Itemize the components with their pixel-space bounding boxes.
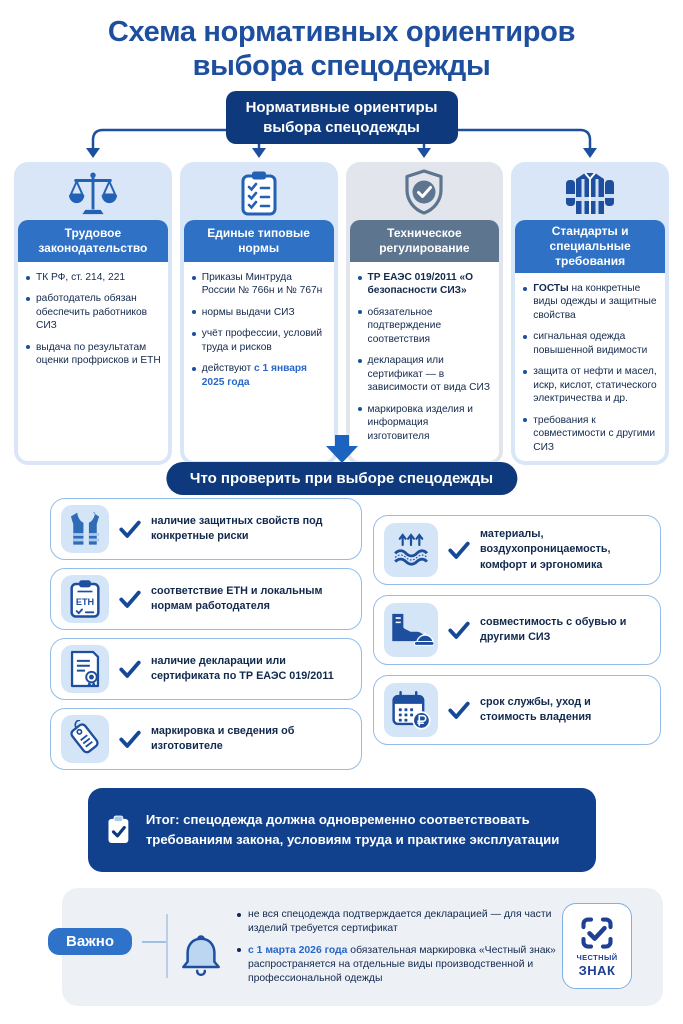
bullet: обязательное подтверждение соответствия bbox=[358, 306, 493, 346]
summary-text: Итог: спецодежда должна одновременно соответствовать требованиям закона, условиям труда и практике эксплуатации bbox=[145, 812, 560, 847]
checklist-item-label: маркировка и сведения об изготовителе bbox=[151, 724, 295, 752]
bullet: Приказы Минтруда России № 766н и № 767н bbox=[192, 271, 327, 298]
etn-clipboard-icon bbox=[61, 575, 109, 623]
column-unified-norms-body bbox=[184, 262, 334, 461]
checklist-item-label: соответствие ЕТН и локальным нормам работодателя bbox=[151, 584, 323, 612]
badge-connector-line bbox=[142, 941, 166, 943]
bullet: нормы выдачи СИЗ bbox=[192, 306, 327, 319]
important-panel bbox=[62, 888, 663, 1006]
checklist-item-compatibility bbox=[373, 595, 661, 665]
check-icon bbox=[119, 590, 141, 609]
calendar-ruble-icon bbox=[384, 683, 438, 737]
important-badge: Важно bbox=[48, 928, 132, 955]
checklist-item-lifetime bbox=[373, 675, 661, 745]
checklist-item-etn bbox=[50, 568, 362, 630]
divider-line bbox=[166, 914, 168, 978]
important-bullet: не вся спецодежда подтверждается декларацией — для части изделий требуется сертификат bbox=[237, 908, 559, 937]
column-standards-body bbox=[515, 273, 665, 461]
checklist-icon bbox=[184, 166, 334, 220]
vest-icon bbox=[61, 505, 109, 553]
column-labor-law bbox=[14, 162, 172, 465]
checklist-right-column bbox=[373, 515, 661, 770]
scales-icon bbox=[18, 166, 168, 220]
column-tech-regulation-body bbox=[350, 262, 500, 461]
bullet: работодатель обязан обеспечить работников СИЗ bbox=[26, 292, 161, 332]
column-unified-norms-title: Единые типовые нормы bbox=[184, 220, 334, 262]
bullet: декларация или сертификат — в зависимости от вида СИЗ bbox=[358, 354, 493, 394]
fabric-breathability-icon bbox=[384, 523, 438, 577]
important-bullet: с 1 марта 2026 года обязательная маркировка «Честный знак» распространяется на отдельные виды производственной и профессиональной одежды bbox=[237, 944, 559, 987]
checklist-item-protective bbox=[50, 498, 362, 560]
source-columns bbox=[14, 162, 669, 453]
svg-text:ЕТН: ЕТН bbox=[75, 596, 95, 607]
check-icon bbox=[119, 520, 141, 539]
column-labor-law-body bbox=[18, 262, 168, 461]
summary-banner bbox=[88, 788, 596, 872]
bullet: защита от нефти и масел, искр, кислот, статического электричества и др. bbox=[523, 365, 658, 405]
checklist-section bbox=[50, 498, 661, 770]
root-node bbox=[226, 91, 458, 144]
checklist-item-label: наличие защитных свойств под конкретные риски bbox=[151, 514, 323, 542]
bullet: действуют с 1 января 2025 года bbox=[192, 362, 327, 389]
bullet: ТР ЕАЭС 019/2011 «О безопасности СИЗ» bbox=[358, 271, 493, 298]
bell-icon bbox=[178, 934, 224, 978]
bullet: сигнальная одежда повышенной видимости bbox=[523, 330, 658, 357]
checklist-item-certificate bbox=[50, 638, 362, 700]
checklist-item-label: совместимость с обувью и другими СИЗ bbox=[480, 615, 627, 643]
column-tech-regulation-title: Техническое регулирование bbox=[350, 220, 500, 262]
bullet: требования к совместимости с другими СИЗ bbox=[523, 414, 658, 454]
bullet: учёт профессии, условий труда и рисков bbox=[192, 327, 327, 354]
page-title-line1: Схема нормативных ориентиров bbox=[107, 16, 576, 48]
checklist-item-label: наличие декларации или сертификата по ТР ЕАЭС 019/2011 bbox=[151, 654, 334, 682]
logo-text-line1: ЧЕСТНЫЙ bbox=[576, 952, 618, 962]
page-title-line2: выбора спецодежды bbox=[192, 49, 491, 82]
qr-check-icon bbox=[579, 915, 615, 951]
shield-check-icon bbox=[350, 166, 500, 220]
important-bullets bbox=[237, 908, 559, 987]
column-labor-law-title: Трудовое законодательство bbox=[18, 220, 168, 262]
boot-helmet-icon bbox=[384, 603, 438, 657]
bullet: ТК РФ, ст. 214, 221 bbox=[26, 271, 161, 284]
checkpoint-title: Что проверить при выборе спецодежды bbox=[166, 462, 517, 495]
check-icon bbox=[448, 621, 470, 640]
checklist-left-column bbox=[50, 498, 362, 770]
check-icon bbox=[119, 660, 141, 679]
clipboard-check-icon bbox=[106, 803, 131, 857]
checklist-item-label: материалы, воздухопроницаемость, комфорт и эргономика bbox=[480, 528, 611, 571]
bullet: выдача по результатам оценки профрисков и ЕТН bbox=[26, 341, 161, 368]
down-arrow-icon bbox=[322, 435, 362, 463]
checklist-item-marking bbox=[50, 708, 362, 770]
tag-icon bbox=[61, 715, 109, 763]
chestny-znak-logo bbox=[562, 903, 632, 989]
root-node-line2: выбора спецодежды bbox=[263, 118, 420, 136]
column-tech-regulation bbox=[346, 162, 504, 465]
check-icon bbox=[119, 730, 141, 749]
logo-text-line2: ЗНАК bbox=[578, 963, 616, 979]
page-title bbox=[0, 16, 683, 83]
bullet: маркировка изделия и информация изготовителя bbox=[358, 403, 493, 443]
check-icon bbox=[448, 701, 470, 720]
jacket-icon bbox=[515, 166, 665, 220]
column-standards-title: Стандарты и специальные требования bbox=[515, 220, 665, 273]
column-unified-norms bbox=[180, 162, 338, 465]
checklist-item-materials bbox=[373, 515, 661, 585]
column-standards bbox=[511, 162, 669, 465]
bullet: ГОСТы на конкретные виды одежды и защитные свойства bbox=[523, 282, 658, 322]
root-node-line1: Нормативные ориентиры bbox=[245, 99, 438, 116]
checklist-item-label: срок службы, уход и стоимость владения bbox=[480, 695, 592, 723]
certificate-icon bbox=[61, 645, 109, 693]
check-icon bbox=[448, 541, 470, 560]
